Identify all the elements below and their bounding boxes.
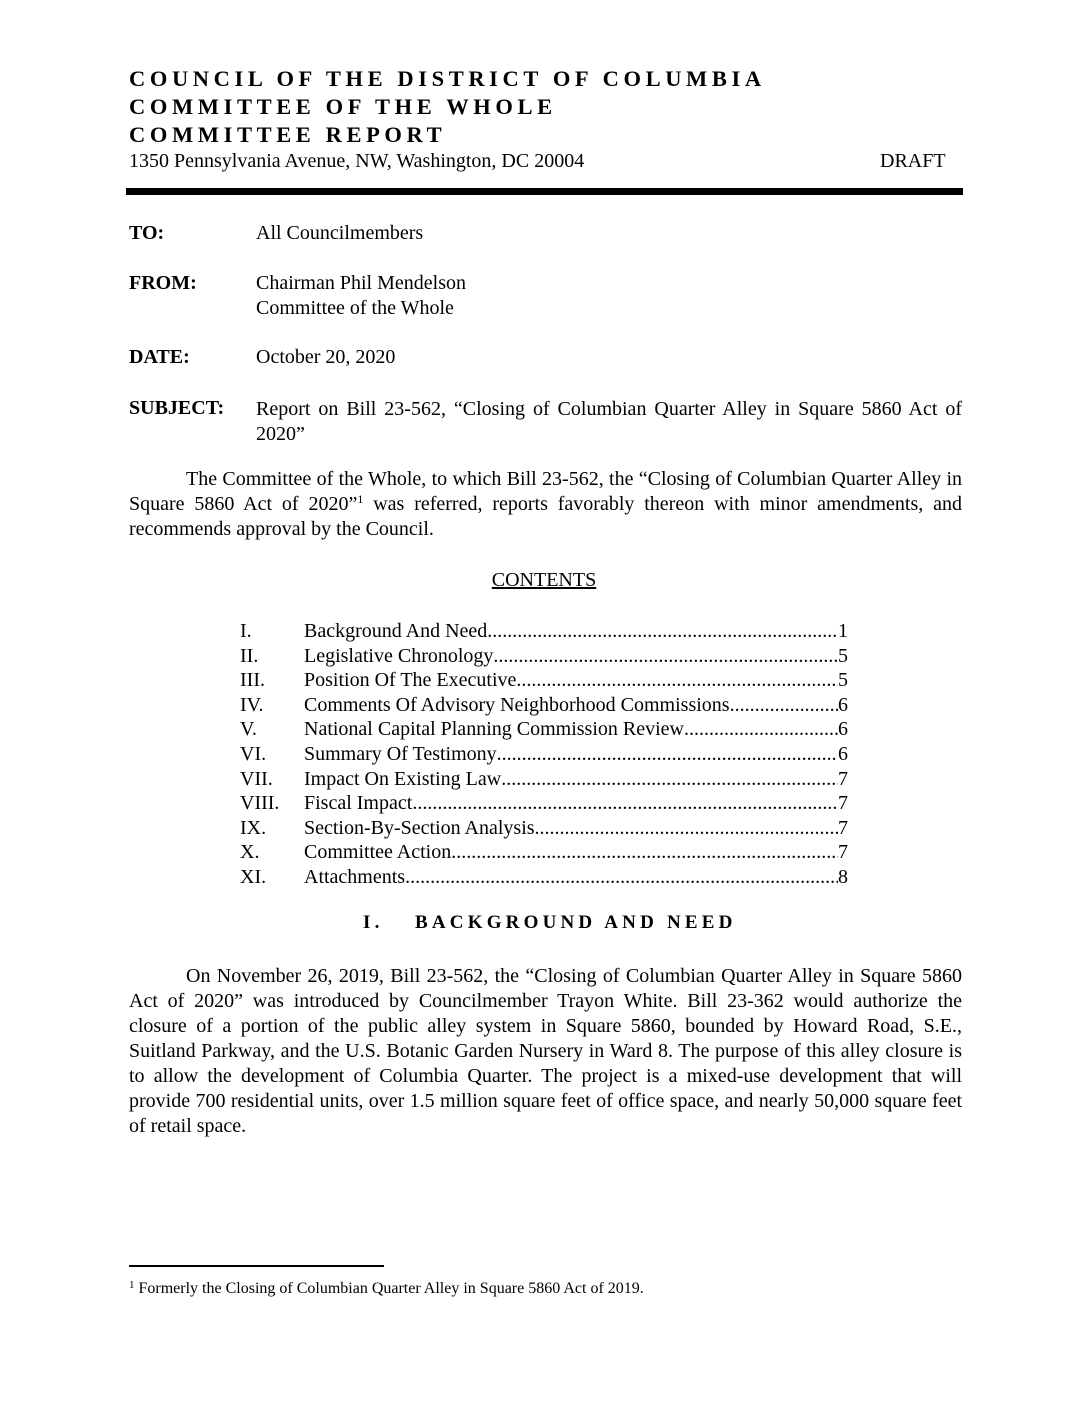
date-label: DATE: [129, 346, 190, 368]
committee-name-heading: COMMITTEE OF THE WHOLE [129, 94, 557, 119]
toc-item[interactable] [240, 619, 848, 644]
toc-item-page: 1 [838, 620, 848, 642]
toc-item-number: II. [240, 644, 259, 667]
toc-item-page: 6 [838, 718, 848, 741]
footnote [129, 1280, 644, 1298]
from-label: FROM: [129, 272, 197, 294]
section-title: BACKGROUND AND NEED [415, 912, 737, 933]
toc-item-page: 6 [838, 693, 848, 716]
intro-paragraph [129, 467, 962, 542]
toc-item-title: Section-By-Section Analysis [304, 816, 535, 839]
toc-item-title: Attachments [304, 865, 406, 888]
toc-item[interactable] [240, 668, 848, 693]
toc-item-entry [304, 668, 848, 692]
header-divider [126, 188, 963, 195]
toc-item-page: 6 [838, 742, 848, 765]
toc-dot-leader [493, 644, 838, 668]
background-paragraph: On November 26, 2019, Bill 23-562, the “Closing of Columbian Quarter Alley in Square 5860 Act of 2020” was introduced by Councilmember Trayon White. Bill 23-362 would authorize the closure of a portion of the public alley system in Square 5860, bounded by Howard Road, S.E., Suitland Parkway, and the U.S. Botanic Garden Nursery in Ward 8. The purpose of this alley closure is to allow the development of Columbia Quarter. The project is a mixed-use development that will provide 700 residential units, over 1.5 million square feet of office space, and nearly 50,000 square feet of retail space. [129, 965, 962, 1137]
toc-item-page: 7 [838, 792, 848, 815]
toc-item-page: 5 [838, 644, 848, 667]
toc-item-entry [304, 840, 848, 864]
toc-item-title: Background And Need [304, 620, 488, 642]
toc-item-entry [304, 742, 848, 766]
toc-item-entry [304, 865, 848, 889]
toc-item-number: III. [240, 669, 265, 692]
toc-dot-leader [684, 717, 838, 741]
toc-item-number: I. [240, 620, 252, 642]
toc-item-number: V. [240, 718, 257, 741]
toc-item[interactable] [240, 742, 848, 767]
toc-dot-leader [487, 619, 838, 643]
to-label: TO: [129, 222, 165, 244]
toc-dot-leader [501, 767, 838, 791]
toc-item-entry [304, 767, 848, 791]
toc-item[interactable] [240, 644, 848, 669]
from-value-committee: Committee of the Whole [256, 297, 454, 319]
toc-item-title: Fiscal Impact [304, 792, 413, 815]
date-value: October 20, 2020 [256, 346, 396, 368]
from-value-name: Chairman Phil Mendelson [256, 272, 466, 294]
toc-item-entry [304, 791, 848, 815]
footnote-reference[interactable]: 1 [357, 492, 364, 506]
toc-item[interactable] [240, 816, 848, 841]
toc-item[interactable] [240, 693, 848, 718]
toc-item[interactable] [240, 840, 848, 865]
section-number: I. [363, 912, 384, 933]
toc-item[interactable] [240, 717, 848, 742]
toc-item-entry [304, 717, 848, 741]
toc-item-number: X. [240, 841, 260, 864]
toc-item-title: Impact On Existing Law [304, 767, 502, 790]
to-value: All Councilmembers [256, 222, 424, 244]
toc-dot-leader [497, 742, 838, 766]
toc-item-page: 5 [838, 669, 848, 692]
toc-item-number: XI. [240, 865, 267, 888]
toc-item-number: VI. [240, 742, 267, 765]
toc-item-entry [304, 644, 848, 668]
contents-heading: CONTENTS [491, 569, 597, 591]
toc-item[interactable] [240, 767, 848, 792]
toc-dot-leader [412, 791, 838, 815]
toc-item-page: 8 [838, 865, 848, 888]
toc-dot-leader [730, 693, 838, 717]
table-of-contents [240, 619, 848, 890]
footnote-divider [129, 1265, 384, 1267]
toc-item-title: Summary Of Testimony [304, 742, 497, 765]
toc-item-page: 7 [838, 767, 848, 790]
toc-item-number: VII. [240, 767, 273, 790]
toc-item-entry [304, 619, 848, 643]
subject-value: Report on Bill 23-562, “Closing of Columbian Quarter Alley in Square 5860 Act of 2020” [256, 398, 962, 445]
toc-item[interactable] [240, 865, 848, 890]
draft-status: DRAFT [880, 150, 946, 172]
toc-item-page: 7 [838, 816, 848, 839]
toc-item-title: National Capital Planning Commission Review [304, 718, 684, 741]
toc-item-title: Comments Of Advisory Neighborhood Commissions [304, 693, 730, 716]
section-heading-background [363, 912, 737, 934]
toc-item-number: IX. [240, 816, 267, 839]
toc-dot-leader [516, 668, 838, 692]
footnote-text: Formerly the Closing of Columbian Quarter Alley in Square 5860 Act of 2019. [134, 1280, 644, 1297]
toc-dot-leader [535, 816, 838, 840]
subject-label: SUBJECT: [129, 397, 225, 419]
toc-item-title: Committee Action [304, 841, 452, 864]
toc-item-title: Legislative Chronology [304, 644, 494, 667]
toc-item-number: VIII. [240, 792, 280, 815]
footnote-marker: 1 [129, 1279, 135, 1291]
toc-item-number: IV. [240, 693, 264, 716]
toc-item-title: Position Of The Executive [304, 669, 517, 692]
council-address: 1350 Pennsylvania Avenue, NW, Washington, DC 20004 [129, 150, 585, 172]
council-name-heading: COUNCIL OF THE DISTRICT OF COLUMBIA [129, 66, 766, 91]
toc-dot-leader [405, 865, 838, 889]
toc-item[interactable] [240, 791, 848, 816]
intro-text-start: The Committee of the Whole, to which Bill 23-562, the “Closing of Columbian Quarter Alley in Square 5860 Act of 2020” [129, 468, 962, 515]
toc-item-entry [304, 693, 848, 717]
toc-item-entry [304, 816, 848, 840]
intro-text-end: was referred, reports favorably thereon with minor amendments, and recommends approval by the Council. [129, 493, 962, 540]
report-type-heading: COMMITTEE REPORT [129, 122, 447, 147]
toc-dot-leader [451, 840, 838, 864]
toc-item-page: 7 [838, 841, 848, 864]
